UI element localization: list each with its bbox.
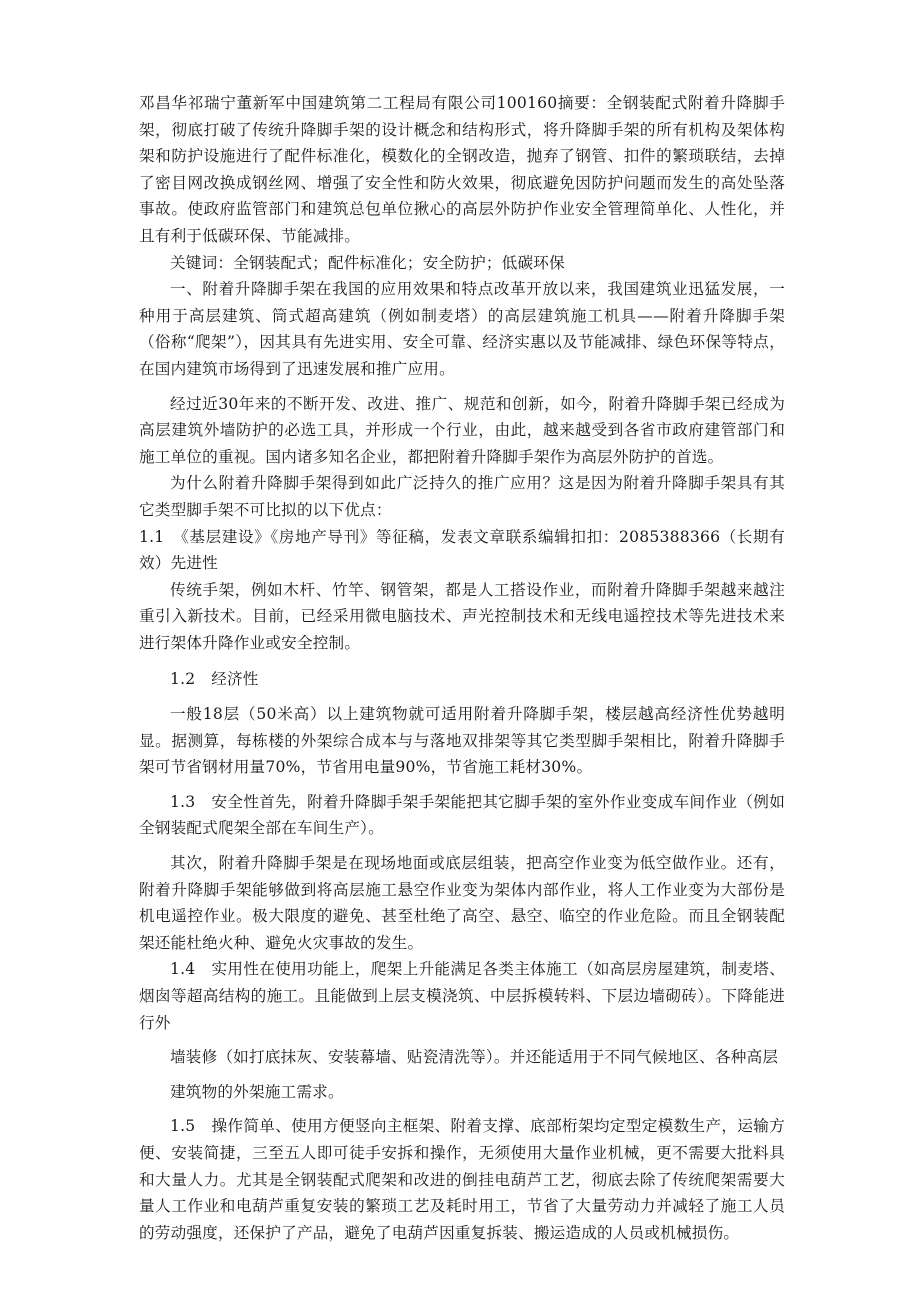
advanced-paragraph: 传统手架，例如木杆、竹竿、钢管架，都是人工搭设作业，而附着升降脚手架越来越注重引入新技术。目前，已经采用微电脑技术、声光控制技术和无线电遥控技术等先进技术来进行架体升降作业或安全控制。 <box>139 580 785 652</box>
safety-paragraph: 其次，附着升降脚手架是在现场地面或底层组装，把高空作业变为低空做作业。还有，附着升降脚手架能够做到将高层施工悬空作业变为架体内部作业，将人工作业变为大部份是机电遥控作业。极大限度的避免、甚至杜绝了高空、悬空、临空的作业危险。而且全钢装配架还能杜绝火种、避免火灾事故的发生。 <box>139 854 785 952</box>
abstract-paragraph: 邓昌华祁瑞宁董新军中国建筑第二工程局有限公司100160摘要：全钢装配式附着升降脚手架，彻底打破了传统升降脚手架的设计概念和结构形式，将升降脚手架的所有机构及架体构架和防护设施进行了配件标准化，模数化的全钢改造，抛弃了钢管、扣件的繁琐联结，去掉了密目网改换成钢丝网、增强了安全性和防火效果，彻底避免因防护问题而发生的高处坠落事故。使政府监管部门和建筑总包单位揪心的高层外防护作业安全管理简单化、人性化，并且有利于低碳环保、节能减排。 <box>139 94 785 245</box>
section-1-5-paragraph: 1.5 操作简单、使用方便竖向主框架、附着支撑、底部桁架均定型定模数生产，运输方便、安装简捷，三至五人即可徒手安拆和操作，无须使用大量作业机械，更不需要大批料具和大量人力。尤其是全钢装配式爬架和改进的倒挂电葫芦工艺，彻底去除了传统爬架需要大量人工作业和电葫芦重复安装的繁琐工艺及耗时用工，节省了大量劳动力并减轻了施工人员的劳动强度，还保护了产品，避免了电葫芦因重复拆装、搬运造成的人员或机械损伤。 <box>139 1117 785 1242</box>
section-1-1-heading: 1.1 《基层建设》《房地产导刊》等征稿，发表文章联系编辑扣扣：2085388366（长期有效）先进性 <box>139 527 785 573</box>
development-paragraph: 经过近30年来的不断开发、改进、推广、规范和创新，如今，附着升降脚手架已经成为高层建筑外墙防护的必选工具，并形成一个行业，由此，越来越受到各省市政府建管部门和施工单位的重视。国内诸多知名企业，都把附着升降脚手架作为高层外防护的首选。 <box>139 394 785 466</box>
section-1-4-paragraph: 1.4 实用性在使用功能上，爬架上升能满足各类主体施工（如高层房屋建筑，制麦塔、烟囱等超高结构的施工。且能做到上层支模浇筑、中层拆模转料、下层边墙砌砖）。下降能进行外 <box>139 960 785 1032</box>
advantages-intro-paragraph: 为什么附着升降脚手架得到如此广泛持久的推广应用？这是因为附着升降脚手架具有其它类型脚手架不可比拟的以下优点： <box>139 474 785 519</box>
section-1-2-heading: 1.2 经济性 <box>170 670 259 689</box>
keywords-paragraph: 关键词：全钢装配式；配件标准化；安全防护；低碳环保 <box>170 253 565 272</box>
section-1-3-paragraph: 1.3 安全性首先，附着升降脚手架手架能把其它脚手架的室外作业变成车间作业（例如全钢装配式爬架全部在车间生产）。 <box>139 792 785 838</box>
economy-paragraph: 一般18层（50米高）以上建筑物就可适用附着升降脚手架，楼层越高经济性优势越明显。据测算，每栋楼的外架综合成本与与落地双排架等其它类型脚手架相比，附着升降脚手架可节省钢材用量70%，节省用电量90%，节省施工耗材30%。 <box>139 705 785 777</box>
section-one-paragraph: 一、附着升降脚手架在我国的应用效果和特点改革开放以来，我国建筑业迅猛发展，一种用于高层建筑、筒式超高建筑（例如制麦塔）的高层建筑施工机具——附着升降脚手架（俗称“爬架”），因其具有先进实用、安全可靠、经济实惠以及节能减排、绿色环保等特点，在国内建筑市场得到了迅速发展和推广应用。 <box>139 280 785 378</box>
construction-needs-paragraph: 建筑物的外架施工需求。 <box>170 1082 344 1101</box>
document-page <box>139 90 785 1246</box>
decoration-paragraph: 墙装修（如打底抹灰、安装幕墙、贴瓷清洗等）。并还能适用于不同气候地区、各种高层 <box>170 1048 779 1067</box>
